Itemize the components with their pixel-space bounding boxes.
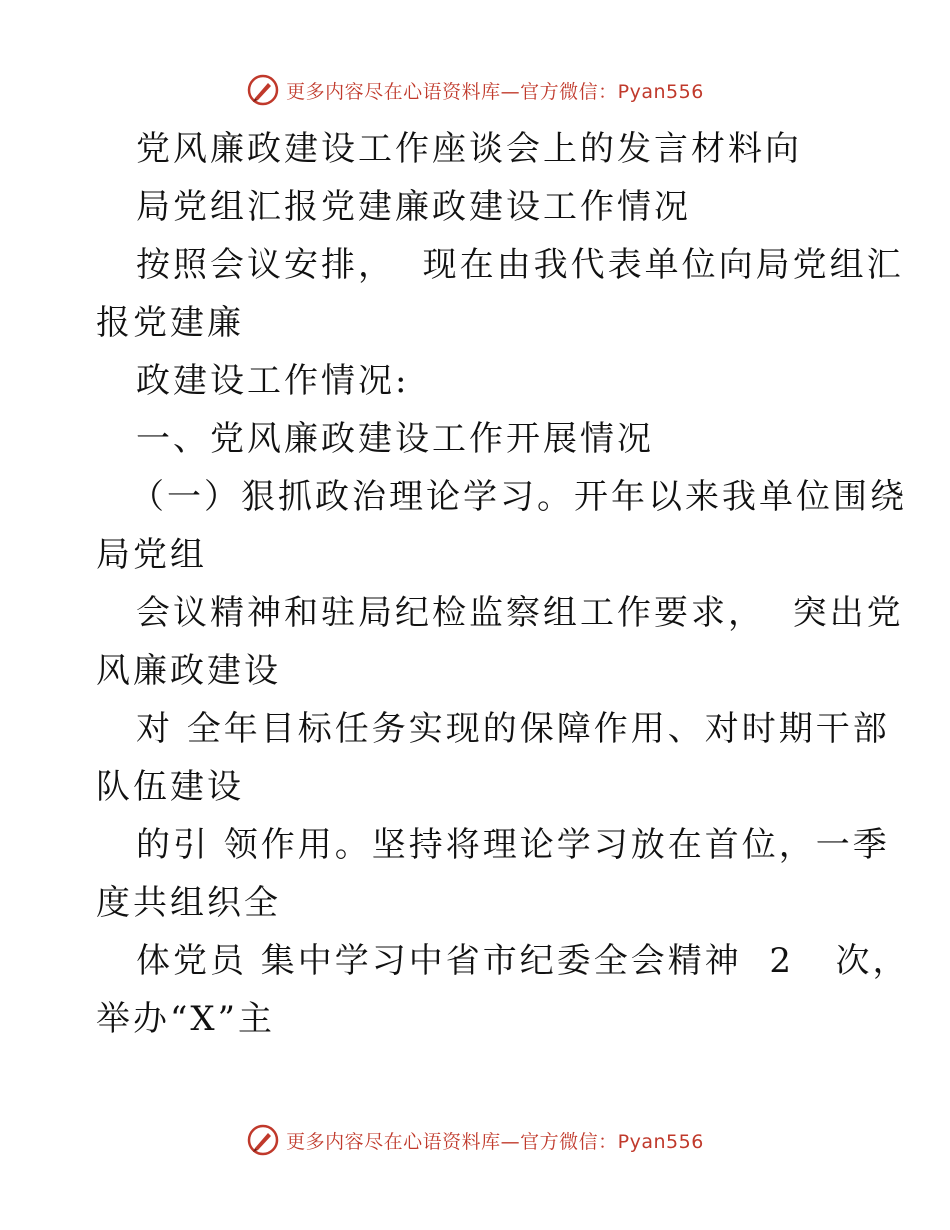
text-line: （一）狠抓政治理论学习。开年以来我单位围绕	[130, 477, 907, 517]
text-line: 举办“X”主	[96, 999, 275, 1039]
text-line: 的引 领作用。坚持将理论学习放在首位，一季	[136, 825, 890, 865]
header-watermark	[0, 72, 950, 108]
document-body	[96, 120, 910, 1048]
watermark-text: 更多内容尽在心语资料库—官方微信：Pyan556	[286, 80, 704, 103]
pen-logo-icon	[246, 1123, 280, 1157]
text-line: 局党组	[96, 535, 207, 575]
footer-watermark	[0, 1122, 950, 1158]
text-line: 会议精神和驻局纪检监察组工作要求， 突出党	[136, 593, 904, 633]
text-line: 体党员 集中学习中省市纪委全会精神 2 次，	[136, 941, 910, 981]
text-line: 队伍建设	[96, 767, 244, 807]
text-line: 政建设工作情况:	[136, 361, 410, 401]
text-line: 风廉政建设	[96, 651, 281, 691]
text-line: 度共组织全	[96, 883, 281, 923]
text-line: 局党组汇报党建廉政建设工作情况	[136, 187, 691, 227]
watermark-text: 更多内容尽在心语资料库—官方微信：Pyan556	[286, 1130, 704, 1153]
text-line: 一、党风廉政建设工作开展情况	[136, 419, 654, 459]
text-line: 按照会议安排， 现在由我代表单位向局党组汇	[136, 245, 904, 285]
text-line: 对 全年目标任务实现的保障作用、对时期干部	[136, 709, 890, 749]
pen-logo-icon	[246, 73, 280, 107]
text-line: 报党建廉	[96, 303, 244, 343]
text-line: 党风廉政建设工作座谈会上的发言材料向	[136, 129, 802, 169]
